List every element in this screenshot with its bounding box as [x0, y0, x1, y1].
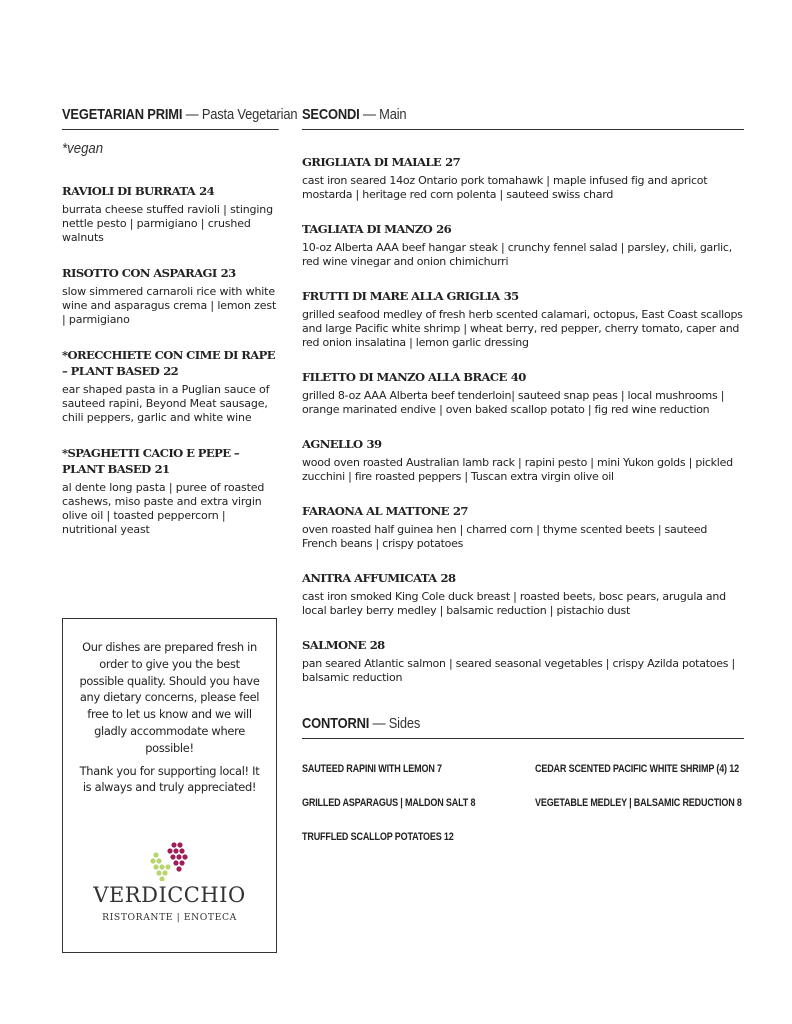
dish-price: 39	[366, 437, 382, 451]
secondi-heading-subtitle: — Main	[359, 106, 407, 123]
grape-dot	[179, 860, 184, 865]
dish-description: grilled 8-oz AAA Alberta beef tenderloin| sauteed snap peas | local mushrooms | orange marinated endive | oven baked scallop potato | fig red wine reduction	[302, 389, 725, 416]
dish-risotto	[62, 265, 279, 327]
grape-dot	[170, 854, 175, 859]
grape-dot	[165, 864, 170, 869]
dish-price: 28	[440, 571, 456, 585]
grape-dot	[176, 854, 181, 859]
dish-title: AGNELLO 39	[302, 437, 382, 451]
secondi-dish-list	[302, 154, 745, 685]
grape-dot	[153, 852, 158, 857]
dish-description: al dente long pasta | puree of roasted cashews, miso paste and extra virgin olive oil | toasted peppercorn | nutritional yeast	[62, 481, 265, 536]
grape-dot	[150, 858, 155, 863]
dish-description: pan seared Atlantic salmon | seared seasonal vegetables | crispy Azilda potatoes | balsamic reduction	[302, 657, 735, 684]
dish-title: TAGLIATA DI MANZO 26	[302, 222, 452, 236]
side-item: TRUFFLED SCALLOP POTATOES 12	[302, 831, 454, 843]
dish-price: 21	[154, 462, 170, 476]
grape-dot	[156, 858, 161, 863]
dish-title: *ORECCHIETE CON CIME DI RAPE – PLANT BASED 22	[62, 348, 276, 378]
dish-spaghetti	[62, 445, 279, 537]
dish-title: GRIGLIATA DI MAIALE 27	[302, 155, 461, 169]
info-thanks-text: Thank you for supporting local! It is always and truly appreciated!	[79, 763, 260, 795]
info-dietary-text: Our dishes are prepared fresh in order to give you the best possible quality. Should you have any dietary concerns, please feel free to let us know and we will gladly accommodate where possible!	[79, 640, 260, 755]
contorni-heading-title: CONTORNI	[302, 715, 370, 732]
dish-price: 27	[445, 155, 461, 169]
dish-title: *SPAGHETTI CACIO E PEPE – PLANT BASED 21	[62, 446, 240, 476]
logo-subtitle: RISTORANTE | ENOTECA	[102, 912, 237, 923]
dish-anitra	[302, 570, 745, 618]
grape-dot	[162, 870, 167, 875]
dish-title: FRUTTI DI MARE ALLA GRIGLIA 35	[302, 289, 519, 303]
dish-salmone	[302, 637, 745, 685]
dish-description: grilled seafood medley of fresh herb scented calamari, octopus, East Coast scallops and large Pacific white shrimp | wheat berry, red pepper, cherry tomato, caper and red onion insalatina | lemon garlic dressing	[302, 308, 743, 349]
dish-description: 10-oz Alberta AAA beef hangar steak | crunchy fennel salad | parsley, chili, garlic, red wine vinegar and onion chimichurri	[302, 241, 732, 268]
grape-dot	[171, 842, 176, 847]
dish-title: RAVIOLI DI BURRATA 24	[62, 184, 215, 198]
dish-title: RISOTTO CON ASPARAGI 23	[62, 266, 236, 280]
dish-description: wood oven roasted Australian lamb rack | rapini pesto | mini Yukon golds | pickled zucchini | fire roasted peppers | Tuscan extra virgin olive oil	[302, 456, 733, 483]
dish-description: burrata cheese stuffed ravioli | stinging nettle pesto | parmigiano | crushed walnuts	[62, 203, 273, 244]
secondi-heading-title: SECONDI	[302, 106, 360, 123]
grape-dot	[159, 864, 164, 869]
grape-dot	[179, 848, 184, 853]
dish-description: oven roasted half guinea hen | charred corn | thyme scented beets | sauteed French beans | crispy potatoes	[302, 523, 708, 550]
dish-tagliata	[302, 221, 745, 269]
dish-description: cast iron smoked King Cole duck breast | roasted beets, bosc pears, arugula and local barley berry medley | balsamic reduction | pistachio dust	[302, 590, 726, 617]
dish-description: ear shaped pasta in a Puglian sauce of sauteed rapini, Beyond Meat sausage, chili peppers, garlic and white wine	[62, 383, 270, 424]
dish-price: 26	[436, 222, 452, 236]
contorni-heading-subtitle: — Sides	[369, 715, 421, 732]
vegetarian-heading-title: VEGETARIAN PRIMI	[62, 106, 183, 123]
secondi-heading	[302, 106, 744, 130]
grape-dot	[173, 848, 178, 853]
grape-dot	[159, 876, 164, 881]
dish-frutti-di-mare	[302, 288, 745, 350]
side-item: SAUTEED RAPINI WITH LEMON 7	[302, 763, 442, 775]
contorni-heading	[302, 715, 744, 739]
dish-title: FARAONA AL MATTONE 27	[302, 504, 468, 518]
grape-dot	[153, 864, 158, 869]
grape-dot	[182, 854, 187, 859]
vegan-note: *vegan	[62, 140, 104, 157]
side-item: GRILLED ASPARAGUS | MALDON SALT 8	[302, 797, 476, 809]
vegetarian-heading	[62, 106, 298, 130]
dish-faraona	[302, 503, 745, 551]
grape-dot	[176, 866, 181, 871]
grape-dot	[177, 842, 182, 847]
grape-dot	[173, 860, 178, 865]
dish-title: ANITRA AFFUMICATA 28	[302, 571, 456, 585]
dish-grigliata	[302, 154, 745, 202]
contorni-section	[302, 715, 745, 857]
dish-description: cast iron seared 14oz Ontario pork tomahawk | maple infused fig and apricot mostarda | heritage red corn polenta | sauteed swiss chard	[302, 174, 708, 201]
vegetarian-heading-subtitle: — Pasta Vegetarian	[182, 106, 298, 123]
dish-title: FILETTO DI MANZO ALLA BRACE 40	[302, 370, 526, 384]
grape-dot	[156, 870, 161, 875]
logo-name: VERDICCHIO	[93, 883, 246, 907]
dish-title: SALMONE 28	[302, 638, 385, 652]
info-box	[62, 618, 277, 953]
dish-price: 27	[452, 504, 468, 518]
dish-price: 24	[199, 184, 215, 198]
dish-orecchiete	[62, 347, 279, 425]
side-item: CEDAR SCENTED PACIFIC WHITE SHRIMP (4) 12	[535, 763, 739, 775]
dish-description: slow simmered carnaroli rice with white wine and asparagus crema | lemon zest | parmigiano	[62, 285, 277, 326]
dish-filetto	[302, 369, 745, 417]
vegetarian-section	[62, 106, 298, 557]
grape-cluster-icon	[150, 841, 196, 881]
dish-ravioli	[62, 183, 279, 245]
sides-list	[302, 757, 745, 857]
grape-dot	[167, 848, 172, 853]
dish-price: 40	[510, 370, 526, 384]
dish-price: 23	[220, 266, 236, 280]
secondi-section	[302, 106, 745, 857]
dish-agnello	[302, 436, 745, 484]
dish-price: 22	[163, 364, 179, 378]
dish-price: 35	[503, 289, 519, 303]
vegetarian-dish-list	[62, 183, 279, 537]
dish-price: 28	[369, 638, 385, 652]
side-item: VEGETABLE MEDLEY | BALSAMIC REDUCTION 8	[535, 797, 742, 809]
